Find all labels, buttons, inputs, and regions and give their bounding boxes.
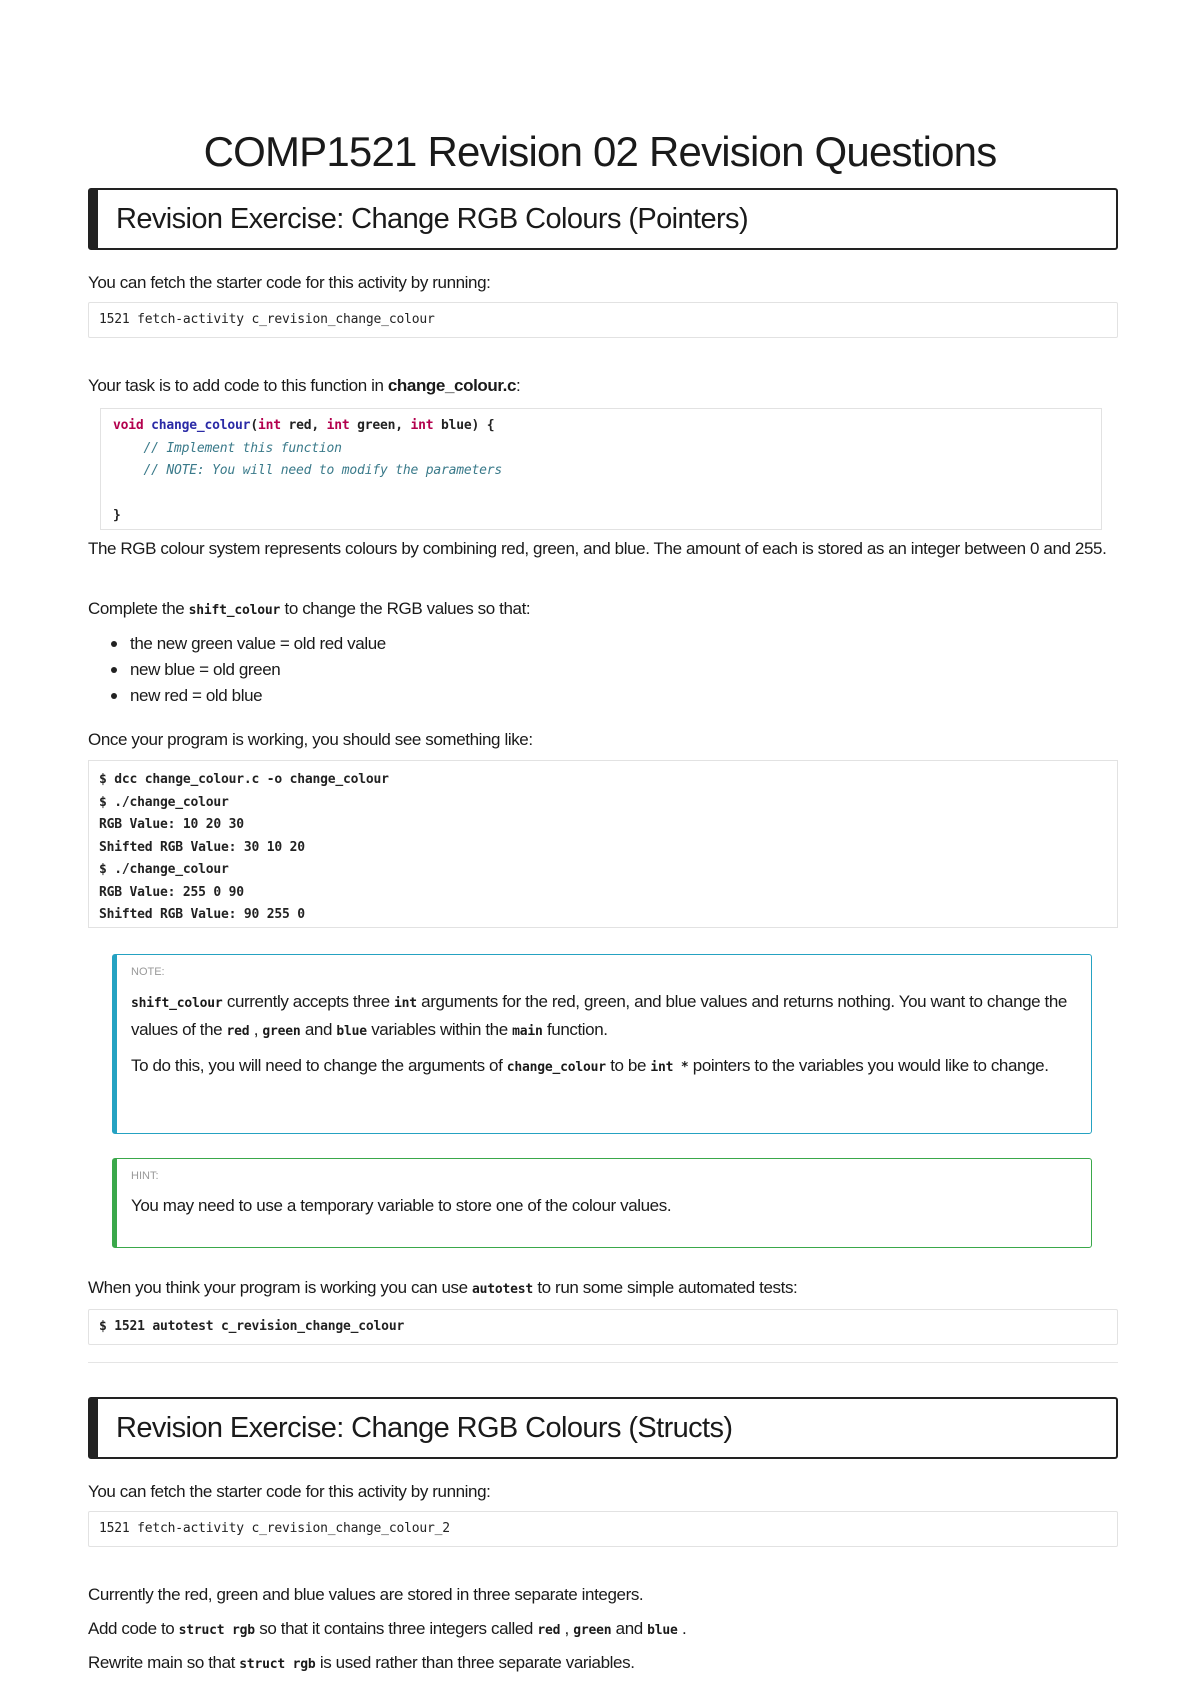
note-text: , <box>249 1020 263 1039</box>
task-text <box>88 373 520 399</box>
rgb-description: The RGB colour system represents colours by combining red, green, and blue. The amount of each is stored as an integer between 0 and 255. <box>88 539 1107 558</box>
note-text: to be <box>605 1056 651 1075</box>
inline-code: red <box>226 1024 250 1039</box>
list-item: new red = old blue <box>108 683 386 709</box>
code-comment: // NOTE: You will need to modify the parameters <box>143 463 502 478</box>
task-filename: change_colour.c <box>387 376 517 395</box>
code-param: red, <box>280 418 327 433</box>
autotest-command-box <box>88 1309 1118 1345</box>
terminal-output-box <box>88 760 1118 928</box>
hint-text: You may need to use a temporary variable to store one of the colour values. <box>131 1196 672 1215</box>
section-divider <box>88 1362 1118 1363</box>
struct-line-3 <box>88 1650 635 1678</box>
fetch-command-2: 1521 fetch-activity c_revision_change_colour_2 <box>99 1521 450 1536</box>
hint-label: HINT: <box>131 1170 159 1182</box>
note-paragraph-1 <box>131 989 1077 1045</box>
terminal-line: Shifted RGB Value: 90 255 0 <box>99 907 305 922</box>
code-keyword: int <box>257 418 281 433</box>
function-code-block <box>100 408 1102 530</box>
autotest-text <box>88 1275 797 1303</box>
autotest-command: $ 1521 autotest c_revision_change_colour <box>99 1319 405 1334</box>
terminal-line: Shifted RGB Value: 30 10 20 <box>99 839 305 855</box>
note-text: pointers to the variables you would like to change. <box>688 1056 1049 1075</box>
requirements-list <box>108 631 386 709</box>
terminal-line: $ dcc change_colour.c -o change_colour <box>99 772 389 787</box>
note-text: currently accepts three <box>222 992 394 1011</box>
task-text-post: : <box>516 376 521 395</box>
autotest-code: autotest <box>472 1282 534 1297</box>
list-item: the new green value = old red value <box>108 631 386 657</box>
fetch-command-box-2 <box>88 1511 1118 1547</box>
note-text: arguments for the red, green, and blue values and returns nothing. You want to change the values of the <box>131 992 1067 1039</box>
fetch-intro-text-2: You can fetch the starter code for this activity by running: <box>88 1482 491 1501</box>
code-keyword: int <box>326 418 350 433</box>
struct-line-1: Currently the red, green and blue values are stored in three separate integers. <box>88 1585 644 1604</box>
note-text: function. <box>542 1020 608 1039</box>
inline-code: int <box>393 996 417 1011</box>
line-text: and <box>611 1619 648 1638</box>
terminal-line: $ ./change_colour <box>99 794 229 810</box>
note-text: variables within the <box>366 1020 513 1039</box>
line-text: so that it contains three integers called <box>254 1619 538 1638</box>
note-paragraph-2 <box>131 1053 1077 1081</box>
inline-code: main <box>512 1024 543 1039</box>
inline-code: struct rgb <box>239 1657 316 1672</box>
note-text: To do this, you will need to change the arguments of <box>131 1056 507 1075</box>
inline-code: int * <box>650 1060 689 1075</box>
line-text: Add code to <box>88 1619 179 1638</box>
autotest-pre: When you think your program is working you can use <box>88 1278 473 1297</box>
task-text-pre: Your task is to add code to this function in <box>88 376 388 395</box>
hint-callout <box>112 1158 1092 1248</box>
inline-code: change_colour <box>506 1060 606 1075</box>
code-close-brace: } <box>113 508 121 523</box>
code-param: blue) { <box>433 418 495 433</box>
complete-code: shift_colour <box>188 603 281 618</box>
inline-code: blue <box>647 1623 678 1638</box>
note-text: and <box>300 1020 337 1039</box>
note-callout <box>112 954 1092 1134</box>
terminal-line: $ ./change_colour <box>99 862 229 877</box>
section-heading-structs: Revision Exercise: Change RGB Colours (Structs) <box>88 1397 1118 1459</box>
line-text: . <box>677 1619 687 1638</box>
line-text: , <box>560 1619 574 1638</box>
struct-line-2 <box>88 1616 686 1644</box>
terminal-line: RGB Value: 10 20 30 <box>99 817 244 832</box>
code-comment: // Implement this function <box>143 440 342 456</box>
autotest-post: to run some simple automated tests: <box>533 1278 798 1297</box>
complete-text <box>88 596 530 624</box>
complete-post: to change the RGB values so that: <box>280 599 531 618</box>
page-title: COMP1521 Revision 02 Revision Questions <box>203 128 997 175</box>
fetch-intro-text: You can fetch the starter code for this activity by running: <box>88 273 491 292</box>
code-keyword: void <box>113 418 144 433</box>
inline-code: green <box>262 1024 301 1039</box>
line-text: is used rather than three separate variables. <box>315 1653 635 1672</box>
note-label: NOTE: <box>131 966 165 978</box>
terminal-line: RGB Value: 255 0 90 <box>99 884 244 900</box>
code-paren: ( <box>250 418 258 433</box>
code-function-name: change_colour <box>151 418 251 433</box>
inline-code: red <box>537 1623 561 1638</box>
fetch-command-box <box>88 302 1118 338</box>
code-keyword: int <box>410 418 434 433</box>
code-param: green, <box>349 418 411 433</box>
inline-code: green <box>573 1623 612 1638</box>
working-text: Once your program is working, you should see something like: <box>88 730 533 749</box>
complete-pre: Complete the <box>88 599 189 618</box>
inline-code: shift_colour <box>131 996 223 1011</box>
inline-code: blue <box>336 1024 367 1039</box>
section-heading-pointers: Revision Exercise: Change RGB Colours (Pointers) <box>88 188 1118 250</box>
inline-code: struct rgb <box>178 1623 255 1638</box>
line-text: Rewrite main so that <box>88 1653 240 1672</box>
list-item: new blue = old green <box>108 657 386 683</box>
fetch-command: 1521 fetch-activity c_revision_change_colour <box>99 312 435 327</box>
